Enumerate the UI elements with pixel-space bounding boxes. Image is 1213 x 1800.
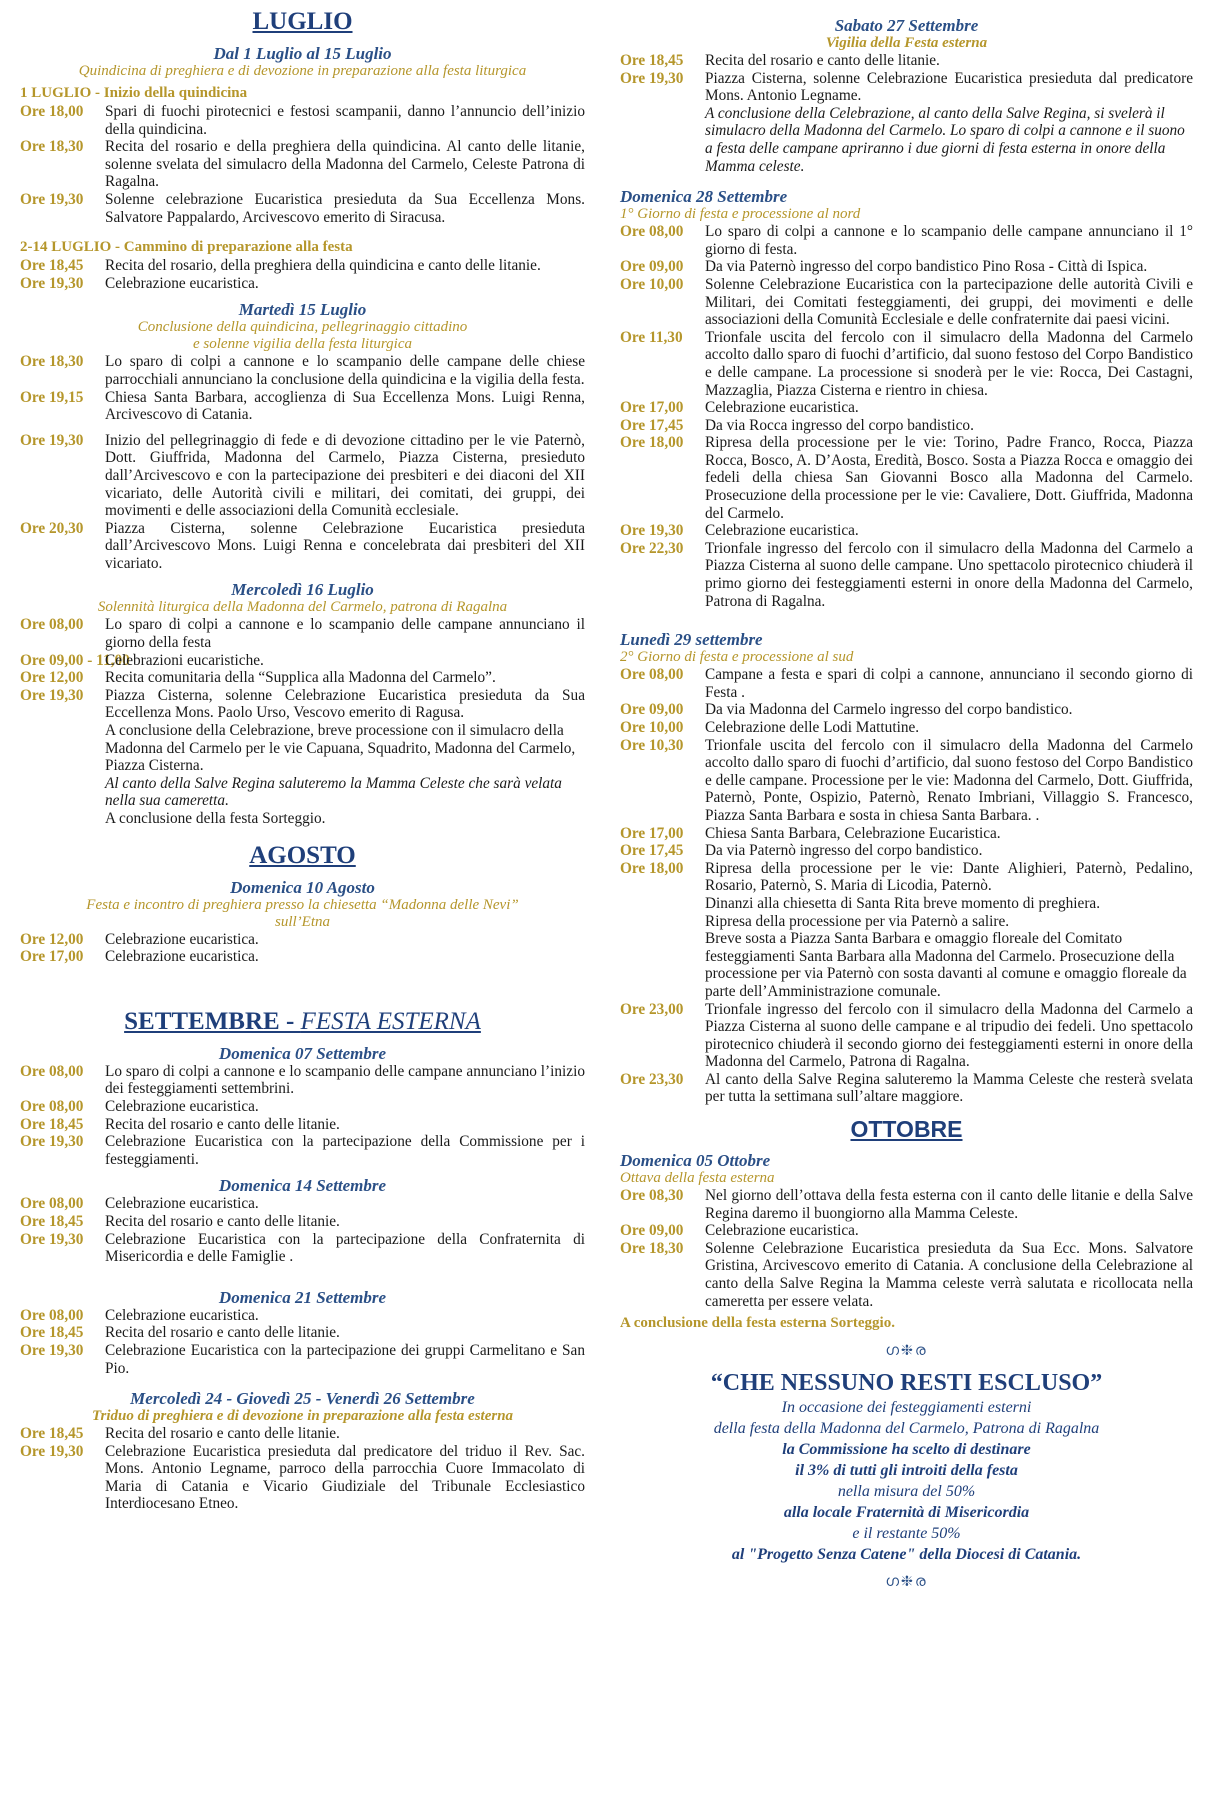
schedule-time: Ore 22,30	[620, 539, 684, 557]
schedule-row	[20, 353, 585, 388]
schedule-text: Ripresa della processione per le vie: Torino, Padre Franco, Rocca, Piazza Rocca, Bosco, A. D’Aosta, Eredità, Bosco. Sosta a Piazza Rocca e omaggio dei fedeli della chiesa San Giovanni Bosco alla Madonna del Carmelo. Prosecuzione della processione per le vie: Cavaliere, Dott. Giuffrida, Madonna del Carmelo.	[705, 434, 1193, 522]
appeal-line: al "Progetto Senza Catene" della Diocesi di Catania.	[731, 1546, 1082, 1564]
month-subtitle: FESTA ESTERNA	[300, 1007, 481, 1035]
day-title: Domenica 28 Settembre	[620, 187, 788, 207]
schedule-row	[20, 103, 585, 138]
schedule-text: Celebrazione eucaristica.	[105, 1306, 259, 1324]
schedule-time: Ore 08,00	[20, 616, 84, 634]
schedule-text: Chiesa Santa Barbara, accoglienza di Sua Eccellenza Mons. Luigi Renna, Arcivescovo di Catania.	[105, 388, 585, 424]
schedule-list	[20, 1195, 585, 1265]
schedule-time: Ore 18,30	[20, 353, 84, 371]
schedule-time: Ore 08,00	[620, 223, 684, 241]
schedule-time: Ore 10,30	[620, 736, 684, 754]
schedule-row	[20, 1195, 585, 1213]
day-subtitle: Triduo di preghiera e di devozione in preparazione alla festa esterna	[91, 1408, 514, 1425]
schedule-time: Ore 18,45	[20, 1324, 84, 1342]
schedule-time: Ore 08,00	[20, 1306, 84, 1324]
schedule-time: Ore 19,30	[20, 1230, 84, 1248]
appeal-line: e il restante 50%	[852, 1525, 961, 1543]
schedule-time: Ore 12,00	[20, 669, 84, 687]
schedule-row	[620, 52, 1193, 70]
schedule-time: Ore 09,00 - 11,00	[20, 651, 130, 669]
schedule-list	[620, 52, 1193, 105]
day-subtitle: Festa e incontro di preghiera presso la chiesetta “Madonna delle Nevi”	[86, 896, 519, 913]
schedule-row	[20, 1231, 585, 1266]
schedule-row	[20, 1443, 585, 1513]
schedule-time: Ore 18,00	[620, 434, 684, 452]
month-settembre	[20, 1008, 585, 1036]
schedule-text: Celebrazione eucaristica.	[705, 522, 859, 540]
schedule-row	[20, 257, 585, 275]
schedule-row	[20, 389, 585, 424]
day-subtitle: Conclusione della quindicina, pellegrinaggio cittadino	[137, 319, 468, 336]
ornament-icon: ഗ❈ര	[885, 1343, 928, 1360]
schedule-row	[20, 432, 585, 520]
schedule-time: Ore 19,15	[20, 388, 84, 406]
schedule-text: Celebrazione Eucaristica con la partecipazione della Commissione per i festeggiamenti.	[105, 1133, 585, 1168]
day-title: Domenica 07 Settembre	[218, 1043, 387, 1063]
schedule-text: Trionfale uscita del fercolo con il simulacro della Madonna del Carmelo accolto dallo sparo di fuochi d’artificio, dal suono festoso del Corpo Bandistico e delle campane. Processione per le vie: Madonna del Carmelo, Dott. Giuffrida, Paternò, Ponte, Ospizio, Paternò, Renato Imbriani, Villaggio S. Francesco, Piazza Santa Barbara e sosta in chiesa Santa Barbara. .	[705, 736, 1193, 824]
schedule-text: Recita del rosario e canto delle litanie.	[105, 1212, 340, 1230]
schedule-text: Recita del rosario e della preghiera della quindicina. Al canto delle litanie, solenne svelata del simulacro della Madonna del Carmelo, Celeste Patrona di Ragalna.	[105, 138, 585, 191]
schedule-text: Recita del rosario e canto delle litanie.	[105, 1324, 340, 1342]
appeal-line: nella misura del 50%	[837, 1483, 976, 1501]
schedule-time: Ore 09,00	[620, 701, 684, 719]
schedule-row	[620, 329, 1193, 399]
schedule-time: Ore 20,30	[20, 519, 84, 537]
schedule-row	[20, 616, 585, 651]
schedule-list	[20, 103, 585, 226]
schedule-row	[620, 666, 1193, 701]
month-ottobre: OTTOBRE	[850, 1116, 963, 1143]
schedule-time: Ore 19,30	[20, 1442, 84, 1460]
schedule-text: Campane a festa e spari di colpi a cannone, annunciano il secondo giorno di Festa .	[705, 666, 1193, 701]
note: Breve sosta a Piazza Santa Barbara e omaggio floreale del Comitato festeggiamenti Santa Barbara alla Madonna del Carmelo. Prosecuzione della processione per via Paternò con sosta davanti al comune e omaggio floreale da parte dell’Amministrazione comunale.	[705, 930, 1187, 1000]
schedule-text: Celebrazione eucaristica.	[705, 399, 859, 417]
note: Dinanzi alla chiesetta di Santa Rita breve momento di preghiera.	[705, 894, 1101, 912]
schedule-text: Celebrazione eucaristica.	[105, 930, 259, 948]
schedule-text: Piazza Cisterna, solenne Celebrazione Eucaristica presieduta dal predicatore Mons. Antonio Legname.	[705, 69, 1193, 105]
schedule-time: Ore 17,00	[620, 399, 684, 417]
schedule-text: Lo sparo di colpi a cannone e lo scampanio delle campane annunciano il giorno della festa	[105, 616, 585, 652]
schedule-list	[620, 1187, 1193, 1310]
schedule-row	[20, 1133, 585, 1168]
schedule-time: Ore 19,30	[620, 522, 684, 540]
schedule-time: Ore 18,45	[20, 1212, 84, 1230]
schedule-time: Ore 08,00	[20, 1062, 84, 1080]
schedule-text: Al canto della Salve Regina saluteremo la Mamma Celeste che resterà svelata per tutta la settimana sull’altare maggiore.	[705, 1070, 1193, 1106]
schedule-row	[620, 1187, 1193, 1222]
schedule-row	[20, 687, 585, 722]
day-title: Domenica 21 Settembre	[218, 1287, 387, 1307]
schedule-text: Celebrazione eucaristica.	[105, 948, 259, 966]
appeal-title: “CHE NESSUNO RESTI ESCLUSO”	[710, 1370, 1103, 1397]
schedule-text: Recita del rosario e canto delle litanie.	[105, 1115, 340, 1133]
schedule-time: Ore 11,30	[620, 328, 683, 346]
schedule-text: Ripresa della processione per le vie: Dante Alighieri, Paternò, Pedalino, Rosario, Paternò, S. Maria di Licodia, Paternò.	[705, 859, 1193, 895]
schedule-row	[20, 275, 585, 293]
schedule-row	[20, 1116, 585, 1134]
schedule-time: Ore 19,30	[20, 431, 84, 449]
schedule-row	[20, 1213, 585, 1231]
schedule-time: Ore 19,30	[20, 1133, 84, 1151]
day-subtitle: Quindicina di preghiera e di devozione in preparazione alla festa liturgica	[78, 63, 527, 79]
schedule-text: Lo sparo di colpi a cannone e lo scampanio delle campane annunciano il 1° giorno di festa.	[705, 223, 1193, 258]
schedule-row	[620, 1071, 1193, 1106]
schedule-list	[20, 931, 585, 966]
schedule-text: Chiesa Santa Barbara, Celebrazione Eucaristica.	[705, 824, 1001, 842]
schedule-text: Solenne Celebrazione Eucaristica presieduta da Sua Ecc. Mons. Salvatore Gristina, Arcivescovo emerito di Catania. A conclusione della Celebrazione al canto della Salve Regina la Mamma celeste verrà salutata e ricollocata nella cameretta per essere velata.	[705, 1239, 1193, 1310]
schedule-time: Ore 08,00	[20, 1195, 84, 1213]
schedule-text: Trionfale uscita del fercolo con il simulacro della Madonna del Carmelo accolto dallo sparo di fuochi d’artificio, dal suono festoso del Corpo Bandistico e delle campane. La processione si snoderà per le vie: Rocca, Dei Castagni, Mazzaglia, Piazza Cisterna e rientro in chiesa.	[705, 328, 1193, 399]
schedule-time: Ore 18,00	[620, 859, 684, 877]
schedule-text: Celebrazioni eucaristiche.	[105, 651, 264, 669]
schedule-list	[620, 1001, 1193, 1107]
month-agosto: AGOSTO	[249, 841, 356, 869]
schedule-text: Recita del rosario, della preghiera della quindicina e canto delle litanie.	[105, 257, 541, 275]
schedule-text: Da via Madonna del Carmelo ingresso del corpo bandistico.	[705, 701, 1073, 719]
schedule-row	[620, 70, 1193, 105]
schedule-text: Celebrazione eucaristica.	[105, 1097, 259, 1115]
schedule-list	[620, 223, 1193, 610]
day-subtitle: e solenne vigilia della festa liturgica	[193, 336, 412, 353]
schedule-row	[20, 520, 585, 573]
appeal-line: della festa della Madonna del Carmelo, Patrona di Ragalna	[713, 1420, 1100, 1438]
schedule-time: Ore 08,00	[620, 666, 684, 684]
schedule-text: Lo sparo di colpi a cannone e lo scampanio delle campane annunciano l’inizio dei festeggiamenti settembrini.	[105, 1062, 585, 1098]
schedule-text: Lo sparo di colpi a cannone e lo scampanio delle campane delle chiese parrocchiali annunciano la conclusione della quindicina e la vigilia della festa.	[105, 353, 585, 388]
schedule-time: Ore 09,00	[620, 258, 684, 276]
schedule-text: Inizio del pellegrinaggio di fede e di devozione cittadino per le vie Paternò, Dott. Giuffrida, Madonna del Carmelo, Piazza Cisterna, presieduto dall’Arcivescovo e con la partecipazione dei presbiteri e dei diaconi del XII vicariato, delle Autorità civili e militari, dei comitati, dei gruppi, dei movimenti e delle associazioni della Comunità ecclesiale.	[105, 431, 585, 520]
schedule-time: Ore 23,30	[620, 1070, 684, 1088]
schedule-text: Trionfale ingresso del fercolo con il simulacro della Madonna del Carmelo a Piazza Cisterna al suono delle campane e al tripudio dei fedeli. Uno spettacolo pirotecnico chiuderà il secondo giorno dei festeggiamenti esterni in onore della Madonna del Carmelo, Patrona di Ragalna.	[705, 1000, 1193, 1071]
day-title: Domenica 14 Settembre	[218, 1176, 387, 1196]
schedule-row	[620, 719, 1193, 737]
schedule-row	[20, 948, 585, 966]
schedule-time: Ore 18,45	[20, 1425, 84, 1443]
day-title: Sabato 27 Settembre	[834, 16, 979, 35]
schedule-row	[20, 1098, 585, 1116]
schedule-text: Celebrazione Eucaristica presieduta dal predicatore del triduo il Rev. Sac. Mons. Antonio Legname, parroco della parrocchia Cuore Immacolato di Maria di Catania e Vicario Giudiziale del Tribunale Ecclesiastico Interdiocesano Etneo.	[105, 1442, 585, 1513]
schedule-text: Solenne celebrazione Eucaristica presieduta da Sua Eccellenza Mons. Salvatore Pappalardo, Arcivescovo emerito di Siracusa.	[105, 190, 585, 226]
schedule-text: Nel giorno dell’ottava della festa esterna con il canto delle litanie e della Salve Regina daremo il buongiorno alla Mamma Celeste.	[705, 1187, 1193, 1222]
schedule-row	[620, 701, 1193, 719]
schedule-time: Ore 18,30	[20, 138, 84, 156]
schedule-time: Ore 19,30	[20, 190, 84, 208]
schedule-time: Ore 18,30	[620, 1239, 684, 1257]
schedule-text: Solenne Celebrazione Eucaristica con la partecipazione delle autorità Civili e Militari, dei Comitati festeggiamenti, dei gruppi, dei movimenti e delle associazioni della Comunità Ecclesiale e delle confraternite dai paesi vicini.	[705, 275, 1193, 329]
schedule-row	[20, 1063, 585, 1098]
appeal-line: il 3% di tutti gli introiti della festa	[795, 1462, 1018, 1480]
day-title: Lunedì 29 settembre	[620, 630, 763, 650]
schedule-list	[20, 616, 585, 722]
day-title: Dal 1 Luglio al 15 Luglio	[213, 44, 392, 63]
schedule-text: Recita del rosario e canto delle litanie.	[105, 1425, 340, 1443]
schedule-row	[620, 258, 1193, 276]
schedule-list	[20, 432, 585, 573]
schedule-text: Da via Paternò ingresso del corpo bandistico Pino Rosa - Città di Ispica.	[705, 258, 1148, 276]
schedule-time: Ore 09,00	[620, 1222, 684, 1240]
schedule-row	[620, 860, 1193, 895]
section-heading: 1 LUGLIO - Inizio della quindicina	[20, 85, 248, 101]
day-subtitle: Vigilia della Festa esterna	[825, 35, 988, 51]
section-heading: 2-14 LUGLIO - Cammino di preparazione alla festa	[20, 239, 353, 256]
schedule-text: Trionfale ingresso del fercolo con il simulacro della Madonna del Carmelo a Piazza Cisterna al suono delle campane. Uno spettacolo pirotecnico chiuderà il primo giorno dei festeggiamenti esterni in onore della Madonna del Carmelo, Patrona di Ragalna.	[705, 539, 1193, 610]
schedule-time: Ore 12,00	[20, 930, 84, 948]
schedule-time: Ore 18,45	[20, 1115, 84, 1133]
day-subtitle: sull’Etna	[275, 913, 330, 930]
schedule-row	[20, 652, 585, 670]
schedule-time: Ore 19,30	[620, 69, 684, 87]
schedule-row	[620, 417, 1193, 435]
schedule-time: Ore 23,00	[620, 1000, 684, 1018]
schedule-row	[620, 825, 1193, 843]
schedule-time: Ore 10,00	[620, 275, 684, 293]
schedule-list	[20, 1307, 585, 1377]
schedule-time: Ore 08,30	[620, 1187, 684, 1205]
schedule-time: Ore 19,30	[20, 686, 84, 704]
schedule-time: Ore 17,00	[620, 824, 684, 842]
schedule-text: Celebrazione eucaristica.	[105, 274, 259, 292]
day-subtitle: 1° Giorno di festa e processione al nord	[620, 206, 861, 223]
schedule-row	[20, 1324, 585, 1342]
schedule-list	[620, 666, 1193, 895]
schedule-text: Celebrazione eucaristica.	[105, 1195, 259, 1213]
day-subtitle: Ottava della festa esterna	[620, 1170, 775, 1187]
schedule-row	[620, 399, 1193, 417]
schedule-time: Ore 18,45	[620, 52, 684, 69]
schedule-text: Celebrazione delle Lodi Mattutine.	[705, 719, 920, 736]
schedule-row	[620, 540, 1193, 610]
closing-note: A conclusione della festa esterna Sorteggio.	[620, 1315, 895, 1332]
note: A conclusione della festa Sorteggio.	[105, 810, 326, 827]
schedule-row	[620, 522, 1193, 540]
schedule-text: Recita del rosario e canto delle litanie.	[705, 52, 940, 69]
schedule-list	[20, 1425, 585, 1513]
schedule-row	[20, 1307, 585, 1325]
right-column	[620, 0, 1193, 1591]
day-title: Martedì 15 Luglio	[238, 300, 367, 320]
schedule-row	[620, 1222, 1193, 1240]
day-subtitle: Solennità liturgica della Madonna del Carmelo, patrona di Ragalna	[97, 599, 508, 616]
schedule-row	[620, 276, 1193, 329]
schedule-row	[20, 191, 585, 226]
schedule-row	[620, 223, 1193, 258]
schedule-text: Spari di fuochi pirotecnici e festosi scampanii, danno l’annuncio dell’inizio della quindicina.	[105, 103, 585, 138]
schedule-time: Ore 17,45	[620, 416, 684, 434]
day-title: Domenica 05 Ottobre	[620, 1151, 771, 1171]
schedule-list	[20, 353, 585, 423]
day-subtitle: 2° Giorno di festa e processione al sud	[620, 649, 854, 666]
left-column	[20, 0, 585, 1513]
schedule-row	[20, 1425, 585, 1443]
schedule-row	[20, 1342, 585, 1377]
month-title: SETTEMBRE -	[124, 1007, 301, 1035]
schedule-row	[20, 138, 585, 191]
month-luglio: LUGLIO	[252, 8, 353, 35]
schedule-text: Celebrazione Eucaristica con la partecipazione della Confraternita di Misericordia e delle Famiglie .	[105, 1230, 585, 1266]
note: A conclusione della Celebrazione, breve processione con il simulacro della Madonna del Carmelo per le vie Capuana, Squadrito, Madonna del Carmelo, Piazza Cisterna.	[105, 722, 576, 775]
day-title: Domenica 10 Agosto	[230, 877, 375, 897]
schedule-text: Piazza Cisterna, solenne Celebrazione Eucaristica presieduta dall’Arcivescovo Mons. Luigi Renna e concelebrata dai presbiteri del XII vicariato.	[105, 519, 585, 572]
schedule-time: Ore 17,45	[620, 842, 684, 860]
schedule-text: Da via Rocca ingresso del corpo bandistico.	[705, 416, 974, 434]
schedule-time: Ore 17,00	[20, 948, 84, 966]
schedule-time: Ore 10,00	[620, 719, 684, 736]
schedule-list	[20, 1063, 585, 1169]
schedule-row	[620, 842, 1193, 860]
schedule-time: Ore 18,45	[20, 257, 84, 275]
schedule-list	[20, 257, 585, 292]
note: Ripresa della processione per via Paternò a salire.	[705, 912, 1010, 930]
schedule-time: Ore 18,00	[20, 103, 84, 120]
appeal-line: alla locale Fraternità di Misericordia	[783, 1504, 1030, 1522]
schedule-text: Celebrazione Eucaristica con la partecipazione dei gruppi Carmelitano e San Pio.	[105, 1341, 585, 1377]
day-title: Mercoledì 24 - Giovedì 25 - Venerdì 26 Settembre	[130, 1389, 475, 1409]
schedule-row	[20, 931, 585, 949]
schedule-time: Ore 19,30	[20, 1341, 84, 1359]
note: Al canto della Salve Regina saluteremo la Mamma Celeste che sarà velata nella sua cameretta.	[105, 774, 562, 810]
schedule-text: Da via Paternò ingresso del corpo bandistico.	[705, 842, 983, 860]
schedule-row	[620, 1001, 1193, 1071]
appeal-line: la Commissione ha scelto di destinare	[782, 1441, 1031, 1459]
schedule-time: Ore 08,00	[20, 1097, 84, 1115]
schedule-text: Recita comunitaria della “Supplica alla Madonna del Carmelo”.	[105, 669, 496, 687]
schedule-text: Piazza Cisterna, solenne Celebrazione Eucaristica presieduta da Sua Eccellenza Mons. Paolo Urso, Vescovo emerito di Ragusa.	[105, 686, 585, 722]
schedule-row	[620, 434, 1193, 522]
appeal-line: In occasione dei festeggiamenti esterni	[781, 1399, 1032, 1417]
schedule-row	[20, 669, 585, 687]
ornament-icon: ഗ❈ര	[885, 1574, 928, 1591]
day-title: Mercoledì 16 Luglio	[231, 580, 374, 600]
schedule-text: Celebrazione eucaristica.	[705, 1222, 859, 1240]
schedule-row	[620, 737, 1193, 825]
schedule-row	[620, 1240, 1193, 1310]
note: A conclusione della Celebrazione, al canto della Salve Regina, si svelerà il simulacro della Madonna del Carmelo. Lo sparo di colpi a cannone e il suono a festa delle campane apriranno i due giorni di festa esterna in onore della Mamma celeste.	[705, 104, 1185, 175]
schedule-time: Ore 19,30	[20, 274, 84, 292]
